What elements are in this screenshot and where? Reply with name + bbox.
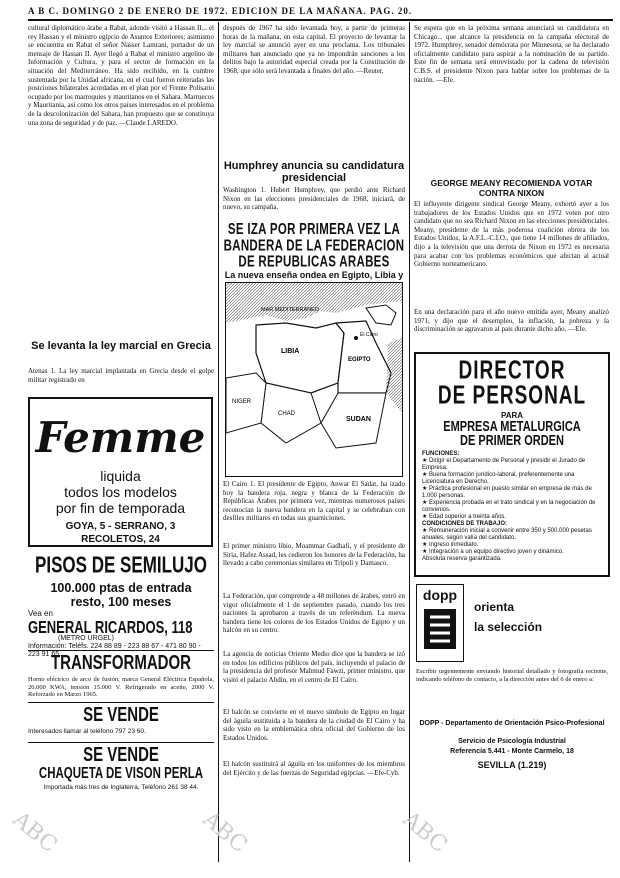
abc-watermark-3: ABC [7, 807, 62, 858]
left-article-text: cultural diplomático árabe a Rabat, adonde visitó a Hassan II... el rey Hassan y el ministro egipcio de Asuntos Exteriores; asimismo se encuentra en Rabat el señor Nasser Lamrani, portador de un mensaje de Hassan II. Ayer llegó a Rabat el ministro argelino de Información y Cultura, y para el sector de formación en la situación del Mediterráneo. Ha sido recibido, en la cumbre sustentada por la Unidad africana, en el cual fueron reiteradas las posiciones bilaterales acordadas en el plan por el Frente Polisario ocupado por los marroquíes y mauritanos en el Sahara. Marruecos y Mauritania, así como los otros países interesados en el problema de la descolonización del Sahara, han propuesto que se constituya una zona de seguridad y de paz. —Claude LAREDO. [28, 24, 214, 127]
map-label-1: LIBIA [281, 348, 300, 355]
femme-line2: todos los modelos [64, 484, 177, 500]
grecia-headline: Se levanta la ley marcial en Grecia [31, 340, 211, 352]
mid-article-text: después de 1967 ha sido levantada hoy, a partir de primeras horas de la mañana, en esta capital. El proyecto de levantar la ley marcial se anunció ayer en una proclama. Los tribunales militares han anunciado que ya no impondrán sanciones a los delitos bajo la autoridad especial creada por la Constitución de 1968, que sólo será levantada a finales del año. —Reuter. [223, 24, 405, 75]
femme-address1: GOYA, 5 - SERRANO, 3 [65, 521, 176, 532]
meany-text-2: En una declaración para el año nuevo emitida ayer, Meany analizó 1971, y dijo que el desempleo, la inflación, la pobreza y la discriminación se agravaron al país durante dicho año. —Efe. [414, 308, 609, 334]
bandera-subheadline: La nueva enseña ondea en Egipto, Libia y [224, 270, 404, 280]
pisos-location: GENERAL RICARDOS, 118 [28, 616, 193, 637]
pisos-metro: (METRO URGEL) [58, 635, 114, 642]
bandera-headline-box [223, 222, 405, 272]
director-title2: DE PERSONAL [437, 381, 587, 410]
director-para: PARA [500, 411, 524, 420]
dopp-ad [414, 580, 610, 840]
abc-watermark-2: ABC [397, 807, 452, 858]
condicion-0: ★ Remuneración inicial a convenir entre 350 y 500.000 pesetas anuales, según valía del candidato. [422, 528, 592, 541]
director-company1: EMPRESA METALURGICA [443, 418, 581, 435]
se-vende-subtitle: CHAQUETA DE VISON PERLA [38, 766, 204, 783]
director-title1: DIRECTOR [458, 356, 566, 385]
funcion-4: ★ Edad superior a treinta años. [422, 514, 507, 520]
bandera-headline: SE IZA POR PRIMERA VEZ LA BANDERA DE LA FEDERACION DE REPUBLICAS ARABES [223, 222, 405, 271]
director-company2: DE PRIMER ORDEN [460, 432, 564, 449]
femme-address2: RECOLETOS, 24 [81, 534, 160, 545]
pisos-ad [28, 552, 214, 658]
dopp-logo [416, 584, 464, 662]
red-sea-area [386, 338, 402, 413]
map-label-0: MAR MEDITERRANEO [261, 307, 320, 313]
director-body [416, 445, 608, 563]
meany-text: El influyente dirigente sindical George Meany, exhortó ayer a los trabajadores de los Estados Unidos que en 1972 voten por otro candidato que no sea Richard Nixon en las elecciones presidenciales. Meany, presidente de la más poderosa coalición obrera de los Estados Unidos, la A.F.L.-C.I.O., que tiene 14 millones de afiliados, dijo a la televisión que una derrota de Nixon en 1972 es necesaria para acabar con los problemas económicos que afectan al actual Gobierno norteamericano. [414, 200, 609, 269]
pisos-info: Información: Teléfs. 224 88 89 - 223 88 67 - 471 80 90 - 223 91 65. [28, 643, 201, 658]
femme-ad [28, 397, 213, 547]
dopp-emblem [418, 605, 462, 653]
abc-watermark-1: ABC [197, 807, 252, 858]
se-vende-text-1: Interesados llamar al teléfono 797 23 60. [28, 728, 146, 735]
dopp-line2: la selección [474, 620, 543, 634]
condicion-1: ★ Ingreso inmediato. [422, 542, 479, 548]
meany-headline: GEORGE MEANY RECOMIENDA VOTAR CONTRA NIXON [430, 178, 593, 198]
se-vende-ad-1 [28, 702, 214, 743]
bandera-text-3: La Federación, que comprende a 48 millones de árabes, entró en vigor oficialmente el 1 de septiembre pasado, cuando los tres naciones la aprobaron a través de un referéndum. La nueva bandera tiene los colores de los Estados Unidos de Egipto y un halcón en su centro. [223, 592, 405, 635]
map-label-2: EGIPTO [348, 357, 371, 363]
header-rule [28, 19, 613, 21]
funcion-3: ★ Experiencia probada en el trato sindical y en la negociación de convenios. [422, 500, 596, 513]
femme-brand: Femme [35, 413, 206, 462]
map-label-4: SUDAN [346, 416, 371, 423]
libia-region [256, 323, 344, 393]
bandera-caption: El Cairo 1. El presidente de Egipto, Anwar El Sadat, ha izado hoy la bandera roja, negra y blanca de la Federación de Repúblicas Árabes por primera vez, mientras numerosos países reconocían la nueva bandera en la capital y se celebraban con desfiles militares en todas sus guarniciones. [223, 480, 405, 523]
femme-line1: liquida [100, 468, 141, 484]
dopp-org: DOPP - Departamento de Orientación Psico-Profesional [419, 720, 605, 727]
funcion-2: ★ Práctica profesional en puesto similar en empresa de más de 1.000 personas. [422, 486, 592, 499]
bandera-text-6: El halcón sustituirá al águila en los uniformes de los miembros del Ejército y de las fuerzas de Seguridad egipcias. —Efe-Cyb. [223, 760, 405, 777]
dopp-logo-text: dopp [422, 587, 458, 603]
column-rule-right [409, 22, 410, 862]
column-rule-left [218, 22, 219, 862]
siria-region [366, 305, 396, 325]
funcion-1: ★ Buena formación jurídico-laboral, preferentemente una Licenciatura en Derecho. [422, 472, 575, 485]
se-vende-text-2: Importada más tres de Inglaterra, Teléfono 261 38 44. [43, 784, 199, 791]
map-label-5: CHAD [278, 411, 296, 417]
director-ad [414, 352, 610, 577]
dopp-service: Servicio de Psicología Industrial [458, 738, 566, 745]
condicion-2: ★ Integración a un equipo directivo joven y dinámico. [422, 549, 564, 555]
bandera-text-4: La agencia de noticias Oriente Medio dice que la bandera se izó en todos los edificios públicos del país, incluyendo el palacio de la presidencia del profesor Mahmud Fawzi, primer ministro, que visitó el palacio Abdin, en el centro de El Cairo. [223, 650, 405, 684]
right-article-text: Se espera que en la próxima semana anunciará su candidatura en Chicago... que alcance la presidencia en la campaña electoral de 1972. Humphrey, senador demócrata por Minnesota, se ha declarado oficialmente candidato para aspirar a la nominación de su partido. Este fin de semana será entrevistado por la cadena de televisión C.B.S. el presidente Nixon para hablar sobre los problemas de la nación. —Efe. [414, 24, 609, 84]
se-vende-title-2: SE VENDE [83, 743, 159, 767]
map-label-6: NIGER [232, 399, 252, 405]
map-graphic [226, 283, 402, 476]
pisos-line1: 100.000 ptas de entrada [50, 581, 192, 595]
transformador-text: Horno eléctrico de arco de fusión, marca General Eléctrica Española, 20.000 KWA, tensión 15.000 V. Refrigerado en aceite, 2000 V. Reforzado en Marzo 1965. [28, 676, 214, 698]
dopp-address: Referencia 5.441 - Monte Carmelo, 18 [450, 748, 574, 755]
cairo-marker [354, 336, 358, 340]
humphrey-text: Washington 1. Hubert Humphrey, que perdió ante Richard Nixon en las elecciones presidenciales de 1968, iniciará, de nuevo, su campaña. [223, 186, 405, 212]
pisos-line3: Vea en [28, 609, 53, 618]
funciones-title: FUNCIONES: [422, 451, 460, 457]
se-vende-ad-2 [28, 742, 214, 801]
page-header: A B C. DOMINGO 2 DE ENERO DE 1972. EDICION DE LA MAÑANA. PAG. 20. [28, 6, 413, 16]
dopp-text: Escribir urgentemente enviando historial detallado y fotografía reciente, indicando teléfono de contacto, a la dirección antes del 6 de enero a: [416, 668, 608, 683]
se-vende-title-1: SE VENDE [83, 703, 159, 727]
pisos-title: PISOS DE SEMILUJO [35, 552, 207, 578]
map-label-3: El Cairo [360, 332, 378, 338]
dopp-line1: orienta [474, 600, 515, 614]
transformador-title: TRANSFORMADOR [51, 651, 191, 675]
grecia-text: Atenas 1. La ley marcial implantada en Grecia desde el golpe militar registrado en [28, 367, 214, 384]
bandera-text-5: El halcón se convierte en el nuevo símbolo de Egipto en lugar del águila sustituida a la bandera de la ciudad de El Cairo y ha sido visto en la emblemática obra oficial del Gobierno de los Estados Unidos. [223, 708, 405, 742]
femme-line3: por fin de temporada [55, 500, 186, 516]
funcion-0: ★ Dirigir el Departamento de Personal y presidir el Jurado de Empresa. [422, 458, 586, 471]
pisos-line2: resto, 100 meses [70, 595, 172, 609]
condiciones-title: CONDICIONES DE TRABAJO: [422, 521, 508, 527]
transformador-ad [28, 650, 214, 699]
bandera-text-2: El primer ministro libio, Moammar Gadhafi, y el presidente de Siria, Hafez Assad, les cedieron los honores de la Federación, ha llevado a cabo ceremonias similares en Trípoli y Damasco. [223, 542, 405, 568]
director-footer: Absoluta reserva garantizada. [422, 556, 502, 562]
humphrey-headline: Humphrey anuncia su candidatura presidencial [223, 160, 405, 184]
dopp-city: SEVILLA (1.219) [477, 760, 547, 770]
north-africa-map [225, 282, 403, 477]
